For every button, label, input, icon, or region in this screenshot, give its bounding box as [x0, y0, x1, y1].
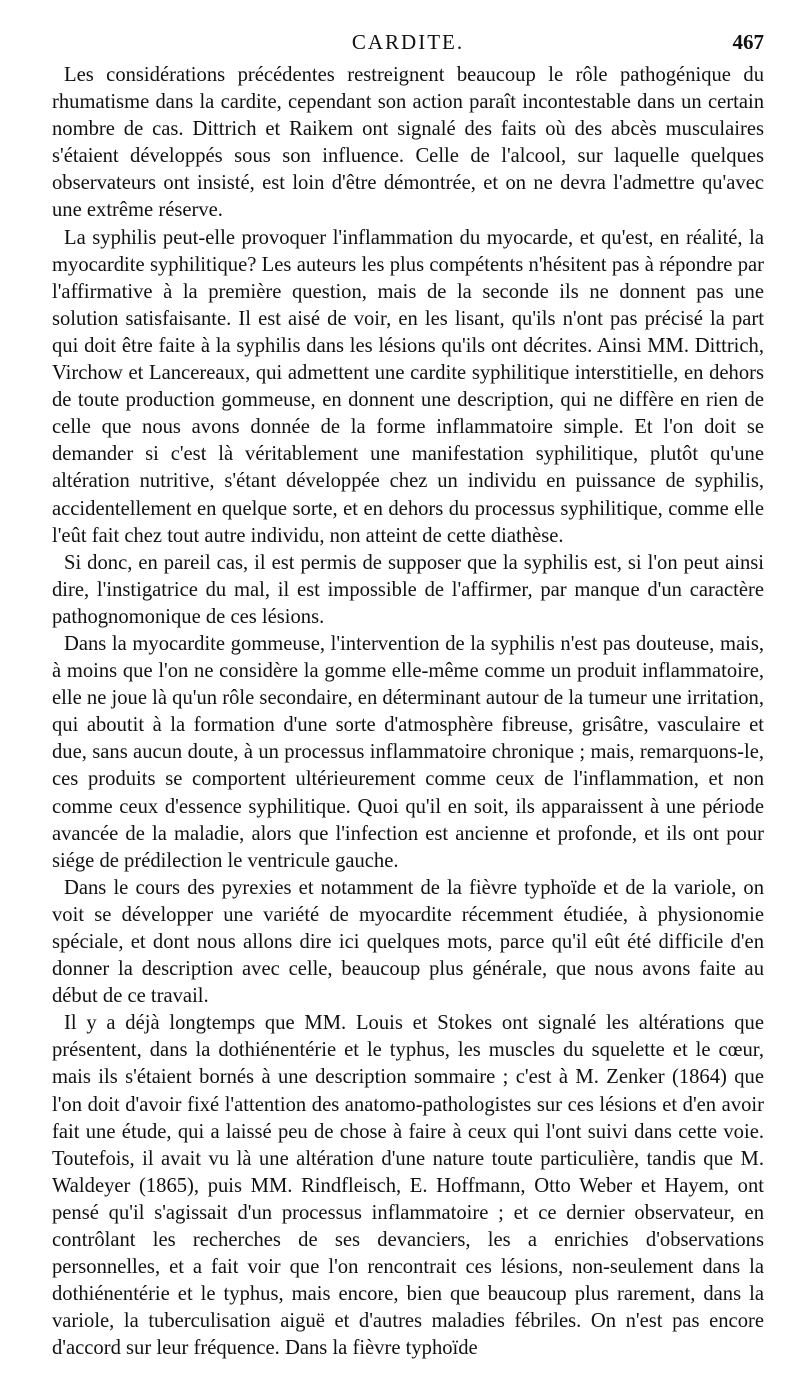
page-header	[52, 28, 764, 56]
paragraph: Si donc, en pareil cas, il est permis de supposer que la syphilis est, si l'on peut ainsi dire, l'instigatrice du mal, il est impossible de l'affirmer, par manque d'un caractère pathognomonique de ces lésions.	[52, 551, 764, 628]
paragraph: Dans le cours des pyrexies et notamment de la fièvre typhoïde et de la variole, on voit se développer une variété de myocardite récemment étudiée, à physionomie spéciale, et dont nous allons dire ici quelques mots, parce qu'il eût été difficile d'en donner la description avec celle, beaucoup plus générale, que nous avons faite au début de ce travail.	[52, 876, 764, 1008]
paragraph: Les considérations précédentes restreignent beaucoup le rôle pathogénique du rhumatisme dans la cardite, cependant son action paraît incontestable dans un certain nombre de cas. Dittrich et Raikem ont signalé des faits où des abcès musculaires s'étaient développés sous son influence. Celle de l'alcool, sur laquelle quelques observateurs ont insisté, est loin d'être démontrée, et on ne devra l'admettre qu'avec une extrême réserve.	[52, 64, 764, 222]
page-number: 467	[732, 30, 764, 54]
body-text	[52, 62, 764, 1363]
paragraph: La syphilis peut-elle provoquer l'inflammation du myocarde, et qu'est, en réalité, la myocardite syphilitique? Les auteurs les plus compétents n'hésitent pas à répondre par l'affirmative à la première question, mais de la seconde ils ne donnent pas une solution satisfaisante. Il est aisé de voir, en les lisant, qu'ils n'ont pas précisé la part qui doit être faite à la syphilis dans les lésions qu'ils ont décrites. Ainsi MM. Dittrich, Virchow et Lancereaux, qui admettent une cardite syphilitique interstitielle, en dehors de toute production gommeuse, en donnent une description, qui ne diffère en rien de celle que nous avons donnée de la forme inflammatoire simple. Et l'on doit se demander si c'est là véritablement une manifestation syphilitique, plutôt qu'une altération nutritive, s'étant développée chez un individu en puissance de syphilis, accidentellement en quelque sorte, et en dehors du processus syphilitique, comme elle l'eût fait chez tout autre individu, non atteint de cette diathèse.	[52, 226, 764, 547]
paragraph: Il y a déjà longtemps que MM. Louis et Stokes ont signalé les altérations que présentent, dans la dothiénentérie et le typhus, les muscles du squelette et le cœur, mais ils s'étaient bornés à une description sommaire ; c'est à M. Zenker (1864) que l'on doit d'avoir fixé l'attention des anatomo-pathologistes sur ces lésions et d'en avoir fait une étude, qui a laissé peu de chose à faire à ceux qui l'ont suivi dans cette voie. Toutefois, il avait vu là une altération d'une nature toute particulière, tandis que M. Waldeyer (1865), puis MM. Rindfleisch, E. Hoffmann, Otto Weber et Hayem, ont pensé qu'il s'agissait d'un processus inflammatoire ; et ce dernier observateur, en contrôlant les recherches de ses devanciers, les a enrichies d'observations personnelles, et a fait voir que l'on rencontrait ces lésions, non-seulement dans la dothiénentérie et le typhus, mais encore, bien que beaucoup plus rarement, dans la variole, la tuberculisation aiguë et d'autres maladies fébriles. On n'est pas encore d'accord sur leur fréquence. Dans la fièvre typhoïde	[52, 1012, 764, 1360]
paragraph: Dans la myocardite gommeuse, l'intervention de la syphilis n'est pas douteuse, mais, à moins que l'on ne considère la gomme elle-même comme un produit inflammatoire, elle ne joue là qu'un rôle secondaire, en déterminant autour de la tumeur une irritation, qui aboutit à la formation d'une sorte d'atmosphère fibreuse, grisâtre, vasculaire et due, sans aucun doute, à un processus inflammatoire chronique ; mais, remarquons-le, ces produits se comportent ultérieurement comme ceux de l'inflammation, et non comme ceux d'essence syphilitique. Quoi qu'il en soit, ils apparaissent à une période avancée de la maladie, alors que l'infection est ancienne et profonde, et ils ont pour siége de prédilection le ventricule gauche.	[52, 632, 764, 872]
running-title: CARDITE.	[351, 30, 465, 54]
